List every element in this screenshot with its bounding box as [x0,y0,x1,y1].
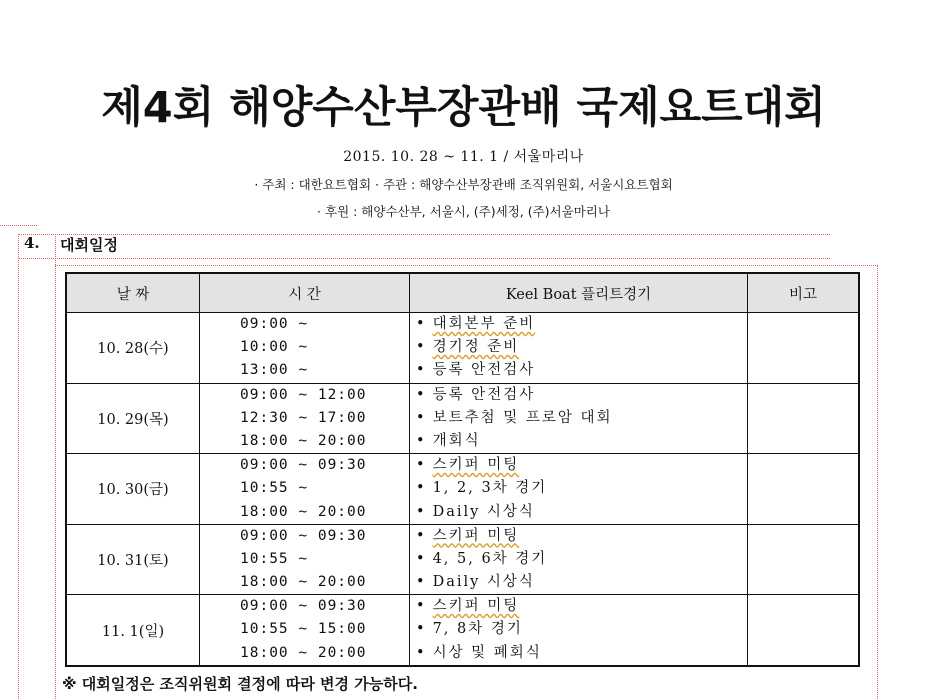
schedule-table [65,272,860,667]
event-cell [410,383,748,454]
event-entry [410,501,747,524]
time-entry: 12:30 ~ 17:00 [240,409,367,426]
event-text: 경기정 준비 [432,339,520,356]
header-time: 시 간 [200,273,410,313]
bullet-icon: • [416,644,425,661]
event-entry [410,642,747,665]
bullet-icon: • [416,574,425,591]
event-entry [410,571,747,594]
guide-line [18,234,830,235]
event-cell [410,454,748,525]
time-entry: 18:00 ~ 20:00 [240,503,367,520]
time-entry: 09:00 ~ 12:00 [240,386,367,403]
time-entry: 18:00 ~ 20:00 [240,432,367,449]
time-entry: 09:00 ~ 09:30 [240,457,367,474]
event-dates: 2015. 10. 28 ~ 11. 1 / 서울마리나 [343,149,584,165]
time-entry: 13:00 ~ [240,362,309,379]
bullet-icon: • [416,362,425,379]
guide-line [0,225,37,226]
event-text: 1, 2, 3차 경기 [432,480,548,497]
table-row [66,383,859,454]
schedule-footnote: ※ 대회일정은 조직위원회 결정에 따라 변경 가능하다. [62,675,418,693]
event-text: 스키퍼 미팅 [432,598,520,615]
note-cell [748,454,860,525]
event-entry [410,477,747,500]
header-note: 비고 [748,273,860,313]
event-text: 스키퍼 미팅 [432,457,520,474]
guide-line [18,258,830,259]
time-cell [200,524,410,595]
event-cell [410,595,748,666]
header-date: 날 짜 [66,273,200,313]
event-entry [410,336,747,359]
time-entry: 09:00 ~ 09:30 [240,527,367,544]
guide-line [877,265,878,699]
time-entry: 10:55 ~ 15:00 [240,621,367,638]
event-entry [410,454,747,477]
note-cell [748,595,860,666]
sponsors-line: · 후원 : 해양수산부, 서울시, (주)세정, (주)서울마리나 [317,204,610,219]
time-entry: 18:00 ~ 20:00 [240,574,367,591]
event-cell [410,524,748,595]
guide-line [18,234,19,699]
time-entry: 10:00 ~ [240,339,309,356]
event-text: Daily 시상식 [432,574,535,591]
event-text: 4, 5, 6차 경기 [432,550,548,567]
guide-line [55,265,878,266]
bullet-icon: • [416,598,425,615]
section-number: 4. [24,234,40,252]
event-text: 시상 및 폐회식 [432,644,542,661]
time-entry: 09:00 ~ [240,316,309,332]
event-entry [410,384,747,407]
bullet-icon: • [416,503,425,520]
time-entry: 10:55 ~ [240,550,309,567]
time-entry: 09:00 ~ 09:30 [240,598,367,615]
note-cell [748,313,860,384]
time-entry: 18:00 ~ 20:00 [240,644,367,661]
event-text: 보트추첨 및 프로암 대회 [432,409,613,426]
event-text: 스키퍼 미팅 [432,527,520,544]
document-title: 제4회 해양수산부장관배 국제요트대회 [101,83,826,133]
table-row [66,595,859,666]
bullet-icon: • [416,527,425,544]
date-cell: 10. 28(수) [66,313,200,384]
date-cell: 11. 1(일) [66,595,200,666]
note-cell [748,383,860,454]
event-text: 등록 안전검사 [432,386,536,403]
note-cell [748,524,860,595]
guide-line [55,234,56,699]
bullet-icon: • [416,409,425,426]
event-text: Daily 시상식 [432,503,535,520]
bullet-icon: • [416,550,425,567]
bullet-icon: • [416,432,425,449]
time-entry: 10:55 ~ [240,480,309,497]
event-entry [410,313,747,336]
time-cell [200,313,410,384]
bullet-icon: • [416,316,425,332]
table-row [66,454,859,525]
section-title: 대회일정 [60,236,118,254]
header-event: Keel Boat 플리트경기 [410,273,748,313]
table-row [66,313,859,384]
bullet-icon: • [416,457,425,474]
bullet-icon: • [416,386,425,403]
organizers-line: · 주최 : 대한요트협회 · 주관 : 해양수산부장관배 조직위원회, 서울시요트협회 [254,177,673,192]
event-entry [410,548,747,571]
bullet-icon: • [416,621,425,638]
event-cell [410,313,748,384]
date-cell: 10. 31(토) [66,524,200,595]
event-entry [410,595,747,618]
date-cell: 10. 29(목) [66,383,200,454]
event-entry [410,407,747,430]
date-cell: 10. 30(금) [66,454,200,525]
event-text: 개회식 [432,432,481,449]
event-entry [410,430,747,453]
bullet-icon: • [416,339,425,356]
time-cell [200,595,410,666]
time-cell [200,454,410,525]
event-entry [410,525,747,548]
event-text: 등록 안전검사 [432,362,536,379]
event-entry [410,359,747,382]
event-text: 대회본부 준비 [432,316,536,332]
table-row [66,524,859,595]
bullet-icon: • [416,480,425,497]
event-text: 7, 8차 경기 [432,621,523,638]
event-entry [410,618,747,641]
time-cell [200,383,410,454]
